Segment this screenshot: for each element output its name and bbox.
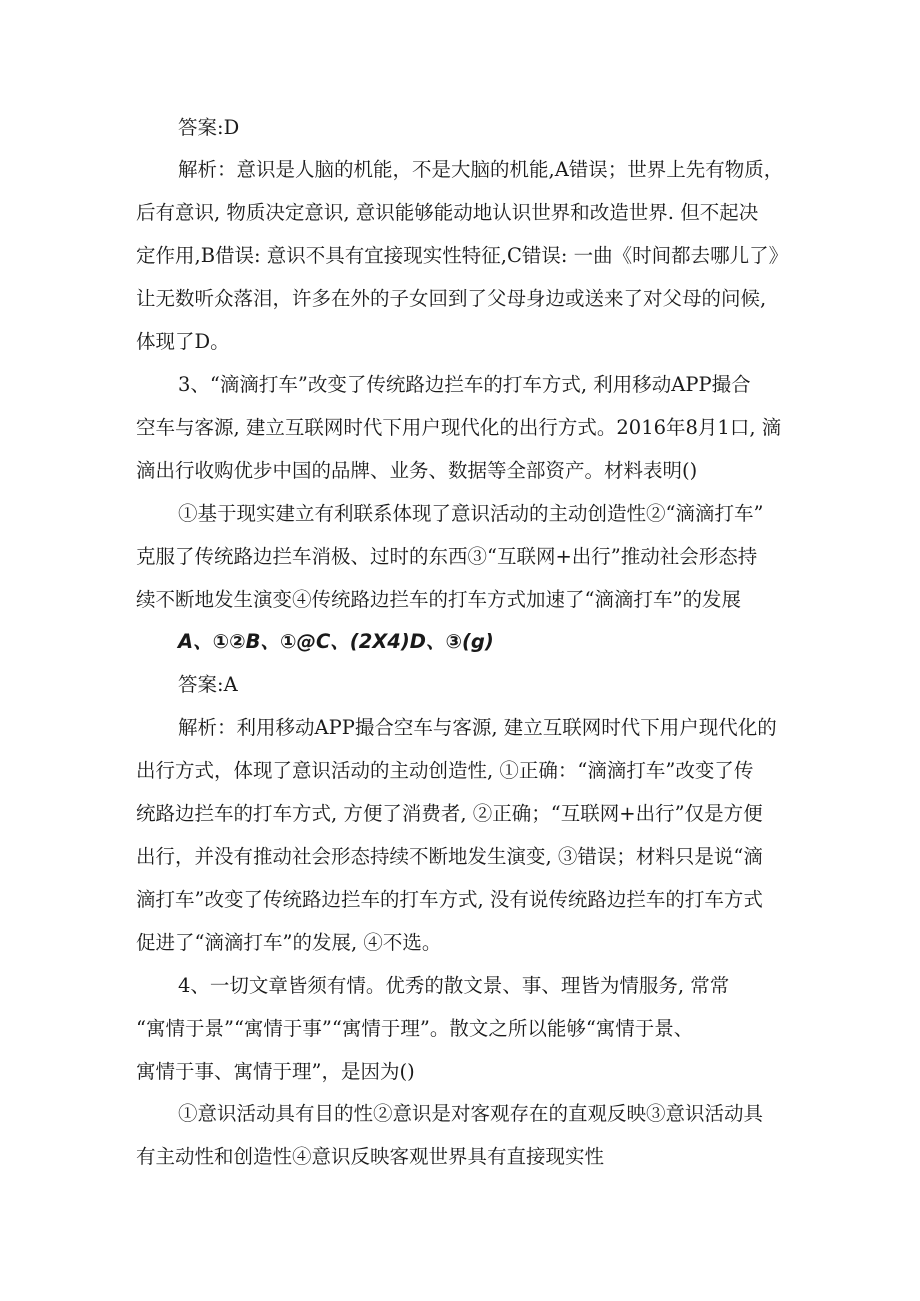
analysis-line-q2: 定作用,B借误: 意识不具有宜接现实性特征,C错误: 一曲《时间都去哪儿了》 [136,244,789,267]
options-line-q3: A、①②B、①@C、(2X4)D、③(g) [178,630,494,653]
statement-line-q4: 有主动性和创造性④意识反映客观世界具有直接现实性 [136,1145,605,1168]
question-line-q3: 空车与客源, 建立互联网时代下用户现代化的出行方式。2016年8月1口, 滴 [136,416,782,439]
analysis-line-q2: 后有意识, 物质决定意识, 意识能够能动地认识世界和改造世界. 但不起决 [136,201,759,224]
question-line-q4: 4、一切文章皆须有情。优秀的散文景、事、理皆为情服务, 常常 [178,974,730,997]
answer-line-q3: 答案:A [178,673,238,696]
analysis-line-q3: 统路边拦车的打车方式, 方便了消费者, ②正确；“互联网+出行”仅是方便 [136,802,763,825]
analysis-line-q2: 解析：意识是人脑的机能，不是大脑的机能,A错误；世界上先有物质， [178,158,784,181]
analysis-line-q3: 出行，并没有推动社会形态持续不断地发生演变, ③错误；材料只是说“滴 [136,845,763,868]
statement-line-q3: 续不断地发生演变④传统路边拦车的打车方式加速了“滴滴打车”的发展 [136,588,741,611]
statement-line-q3: ①基于现实建立有利联系体现了意识活动的主动创造性②“滴滴打车” [178,502,764,525]
question-line-q3: 滴出行收购优步中国的品牌、业务、数据等全部资产。材料表明() [136,459,698,482]
question-line-q4: 寓情于事、寓情于理”，是因为() [136,1060,415,1083]
analysis-line-q2: 体现了D。 [136,330,230,353]
question-line-q4: “寓情于景”“寓情于事”“寓情于理”。散文之所以能够“寓情于景、 [136,1017,694,1040]
analysis-line-q3: 解析：利用移动APP撮合空车与客源, 建立互联网时代下用户现代化的 [178,716,777,739]
analysis-line-q3: 滴打车”改变了传统路边拦车的打车方式, 没有说传统路边拦车的打车方式 [136,888,763,911]
answer-line-q2: 答案:D [178,116,240,139]
statement-line-q3: 克服了传统路边拦车消极、过时的东西③“互联网+出行”推动社会形态持 [136,545,758,568]
analysis-line-q3: 出行方式，体现了意识活动的主动创造性, ①正确：“滴滴打车”改变了传 [136,759,754,782]
analysis-line-q3: 促进了“滴滴打车”的发展, ④不选。 [136,931,442,954]
question-line-q3: 3、“滴滴打车”改变了传统路边拦车的打车方式, 利用移动APP撮合 [178,373,751,396]
statement-line-q4: ①意识活动具有目的性②意识是对客观存在的直观反映③意识活动具 [178,1102,764,1125]
analysis-line-q2: 让无数听众落泪，许多在外的子女回到了父母身边或送来了对父母的问候, [136,287,767,310]
